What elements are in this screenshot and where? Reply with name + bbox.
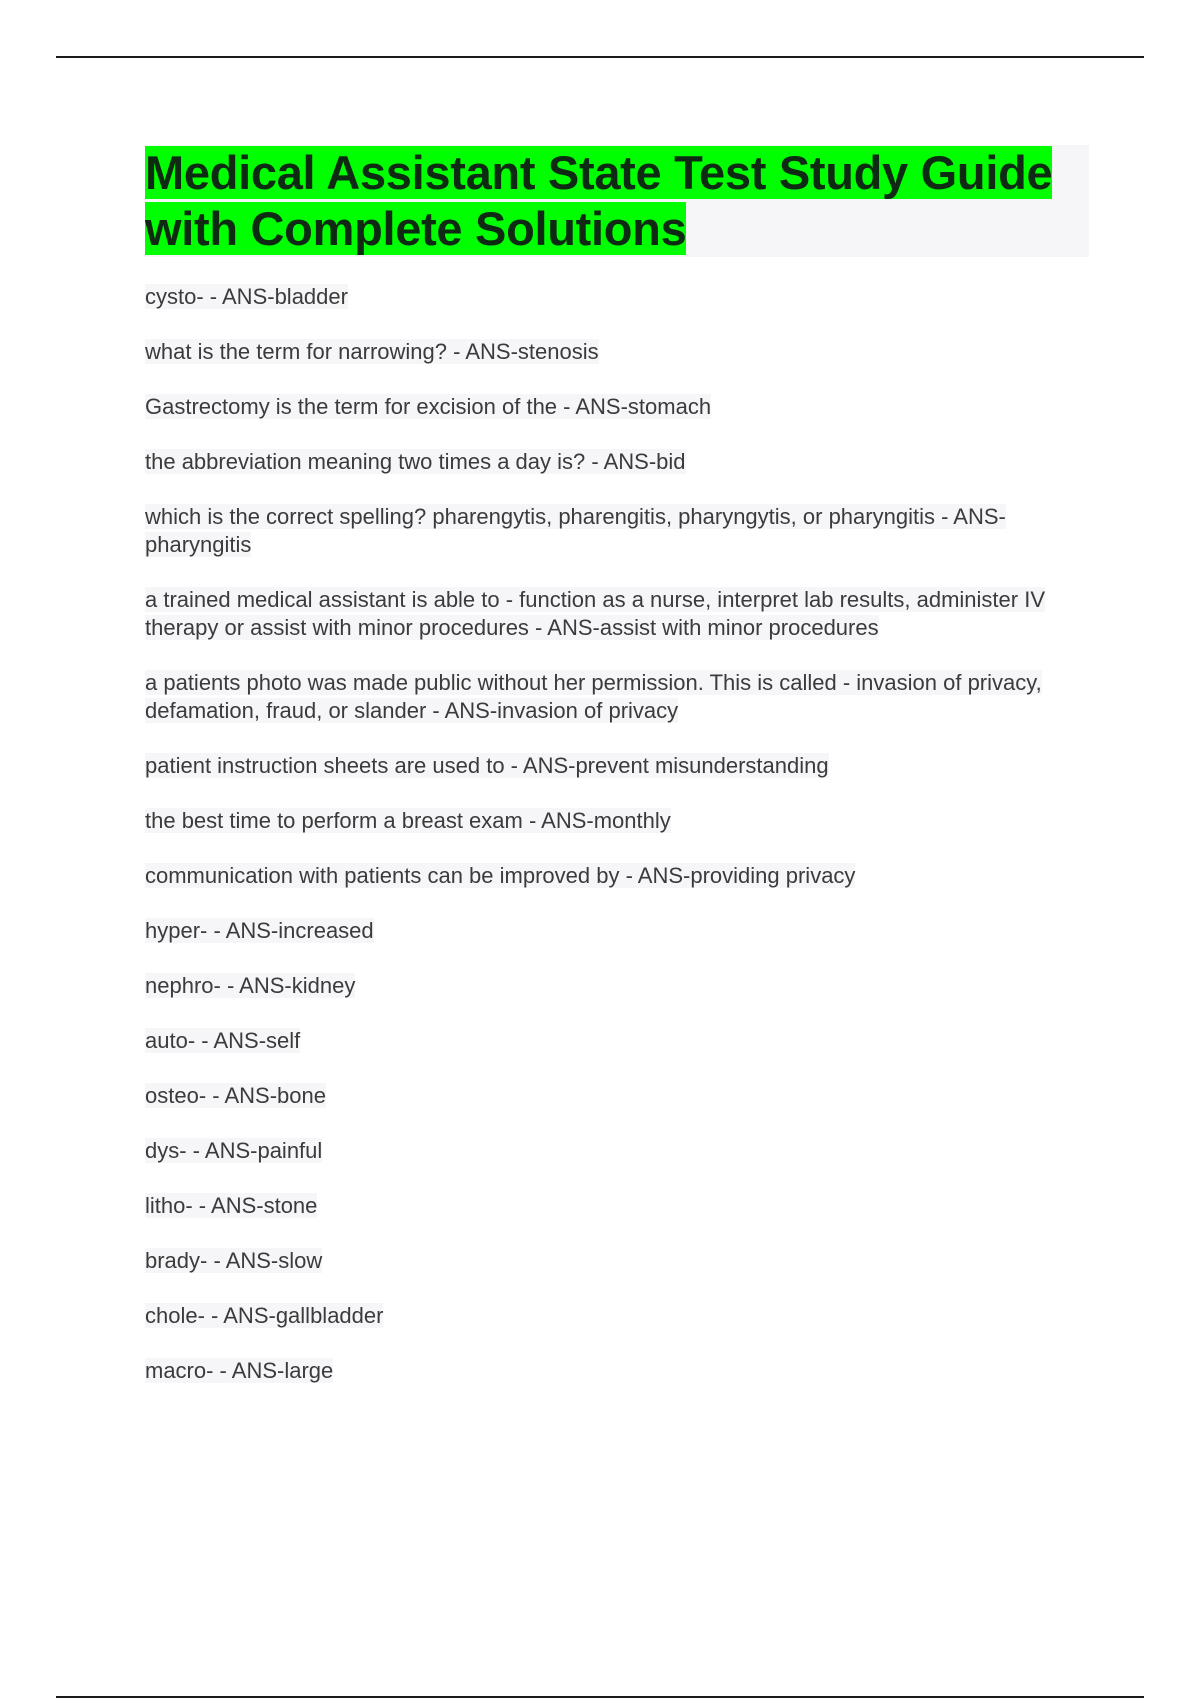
qa-item: a patients photo was made public without her permission. This is called - invasion of privacy, defamation, fraud, or slander - ANS-invasion of privacy <box>145 670 1042 723</box>
qa-item: dys- - ANS-painful <box>145 1138 323 1163</box>
qa-item: patient instruction sheets are used to - ANS-prevent misunderstanding <box>145 753 829 778</box>
qa-item: a trained medical assistant is able to - function as a nurse, interpret lab results, administer IV therapy or assist with minor procedures - ANS-assist with minor procedures <box>145 587 1045 640</box>
qa-item: the abbreviation meaning two times a day is? - ANS-bid <box>145 449 686 474</box>
bottom-rule <box>56 1696 1144 1698</box>
document-title-text: Medical Assistant State Test Study Guide with Complete Solutions <box>145 146 1053 255</box>
qa-item: brady- - ANS-slow <box>145 1248 323 1273</box>
document-body <box>145 145 1089 1412</box>
qa-item: hyper- - ANS-increased <box>145 918 374 943</box>
document-title <box>145 145 1089 257</box>
qa-item: which is the correct spelling? pharengytis, pharengitis, pharyngytis, or pharyngitis - ANS-pharyngitis <box>145 504 1006 557</box>
top-rule <box>56 56 1144 58</box>
qa-item: chole- - ANS-gallbladder <box>145 1303 384 1328</box>
qa-item: auto- - ANS-self <box>145 1028 301 1053</box>
qa-list <box>145 283 1089 1385</box>
qa-item: Gastrectomy is the term for excision of the - ANS-stomach <box>145 394 712 419</box>
qa-item: the best time to perform a breast exam - ANS-monthly <box>145 808 671 833</box>
qa-item: osteo- - ANS-bone <box>145 1083 326 1108</box>
qa-item: what is the term for narrowing? - ANS-stenosis <box>145 339 599 364</box>
qa-item: macro- - ANS-large <box>145 1358 334 1383</box>
qa-item: communication with patients can be improved by - ANS-providing privacy <box>145 863 856 888</box>
qa-item: cysto- - ANS-bladder <box>145 284 348 309</box>
qa-item: litho- - ANS-stone <box>145 1193 318 1218</box>
qa-item: nephro- - ANS-kidney <box>145 973 356 998</box>
title-block <box>145 145 1089 257</box>
